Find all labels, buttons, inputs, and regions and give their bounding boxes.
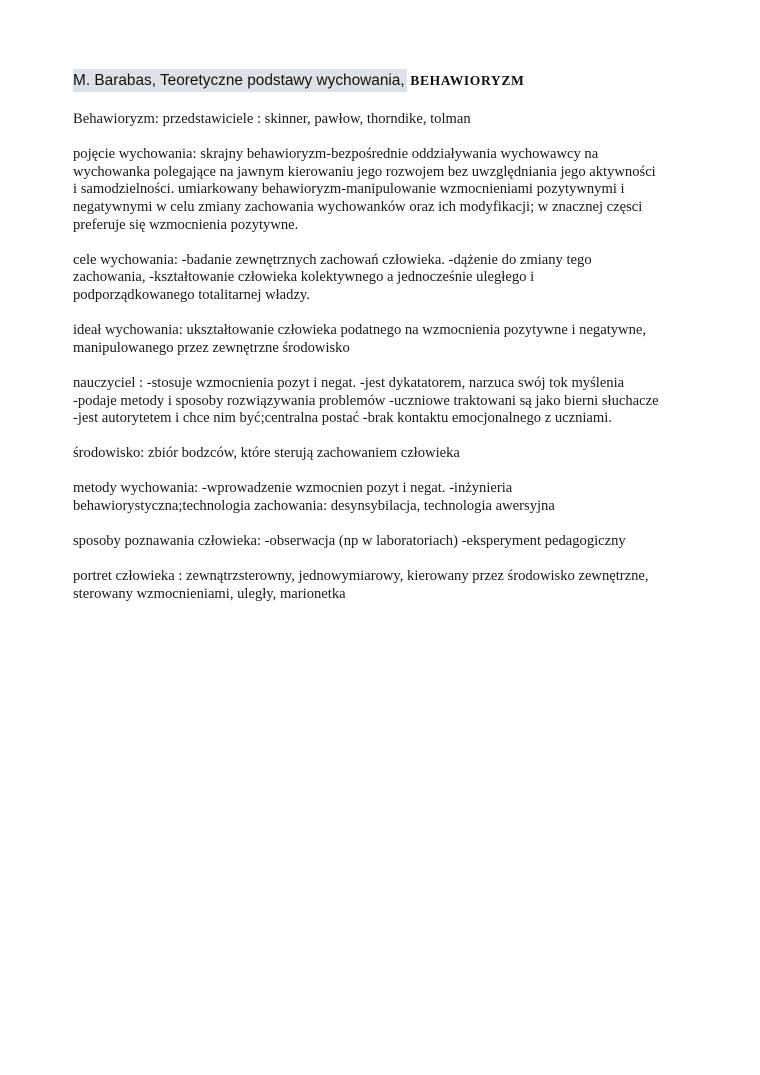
paragraph-line: pojęcie wychowania: skrajny behawioryzm-bezpośrednie oddziaływania wychowawcy na xyxy=(73,146,599,163)
paragraph-line: negatywnymi w celu zmiany zachowania wychowanków oraz ich modyfikacji; w znacznej częsci xyxy=(73,198,643,215)
title-topic: BEHAWIORYZM xyxy=(410,73,525,88)
paragraph-line: -jest autorytetem i chce nim być;centralna postać -brak kontaktu emocjonalnego z uczniami. xyxy=(73,410,612,427)
paragraph-environment xyxy=(73,445,703,463)
document-title xyxy=(73,70,703,92)
paragraph-line: preferuje się wzmocnienia pozytywne. xyxy=(73,216,299,233)
paragraph-representatives xyxy=(73,111,703,129)
paragraph-line: wychowanka polegające na jawnym kierowaniu jego rozwojem bez uwzględniania jego aktywności xyxy=(73,163,656,180)
paragraph-teacher xyxy=(73,375,703,428)
title-author-work: M. Barabas, Teoretyczne podstawy wychowania, xyxy=(73,69,407,92)
paragraph-line: i samodzielności. umiarkowany behawioryzm-manipulowanie wzmocnieniami pozytywnymi i xyxy=(73,181,625,198)
paragraph-line: behawiorystyczna;technologia zachowania: desynsybilacja, technologia awersyjna xyxy=(73,498,555,515)
paragraph-concept xyxy=(73,146,703,234)
paragraph-line: sposoby poznawania człowieka: -obserwacja (np w laboratoriach) -eksperyment pedagogiczny xyxy=(73,533,626,550)
paragraph-line: metody wychowania: -wprowadzenie wzmocnien pozyt i negat. -inżynieria xyxy=(73,480,513,497)
paragraph-line: zachowania, -kształtowanie człowieka kolektywnego a jednocześnie uległego i xyxy=(73,269,535,286)
paragraph-line: cele wychowania: -badanie zewnętrznych zachowań człowieka. -dążenie do zmiany tego xyxy=(73,251,592,268)
paragraph-line: środowisko: zbiór bodzców, które sterują zachowaniem człowieka xyxy=(73,445,460,462)
paragraph-cognition xyxy=(73,533,703,551)
paragraph-line: manipulowanego przez zewnętrzne środowisko xyxy=(73,339,350,356)
paragraph-ideal xyxy=(73,322,703,357)
paragraph-line: sterowany wzmocnieniami, uległy, marionetka xyxy=(73,586,346,603)
paragraph-line: podporządkowanego totalitarnej władzy. xyxy=(73,286,310,303)
paragraph-line: -podaje metody i sposoby rozwiązywania problemów -uczniowe traktowani są jako bierni słuchacze xyxy=(73,392,659,409)
paragraph-line: portret człowieka : zewnątrzsterowny, jednowymiarowy, kierowany przez środowisko zewnętrzne, xyxy=(73,568,649,585)
paragraph-line: Behawioryzm: przedstawiciele : skinner, pawłow, thorndike, tolman xyxy=(73,111,471,127)
paragraph-line: nauczyciel : -stosuje wzmocnienia pozyt i negat. -jest dykatatorem, narzuca swój tok myślenia xyxy=(73,374,625,391)
document-body xyxy=(73,70,703,621)
paragraph-methods xyxy=(73,480,703,515)
paragraph-portrait xyxy=(73,568,703,603)
paragraph-goals xyxy=(73,252,703,305)
paragraph-line: ideał wychowania: ukształtowanie człowieka podatnego na wzmocnienia pozytywne i negatywne, xyxy=(73,322,647,339)
